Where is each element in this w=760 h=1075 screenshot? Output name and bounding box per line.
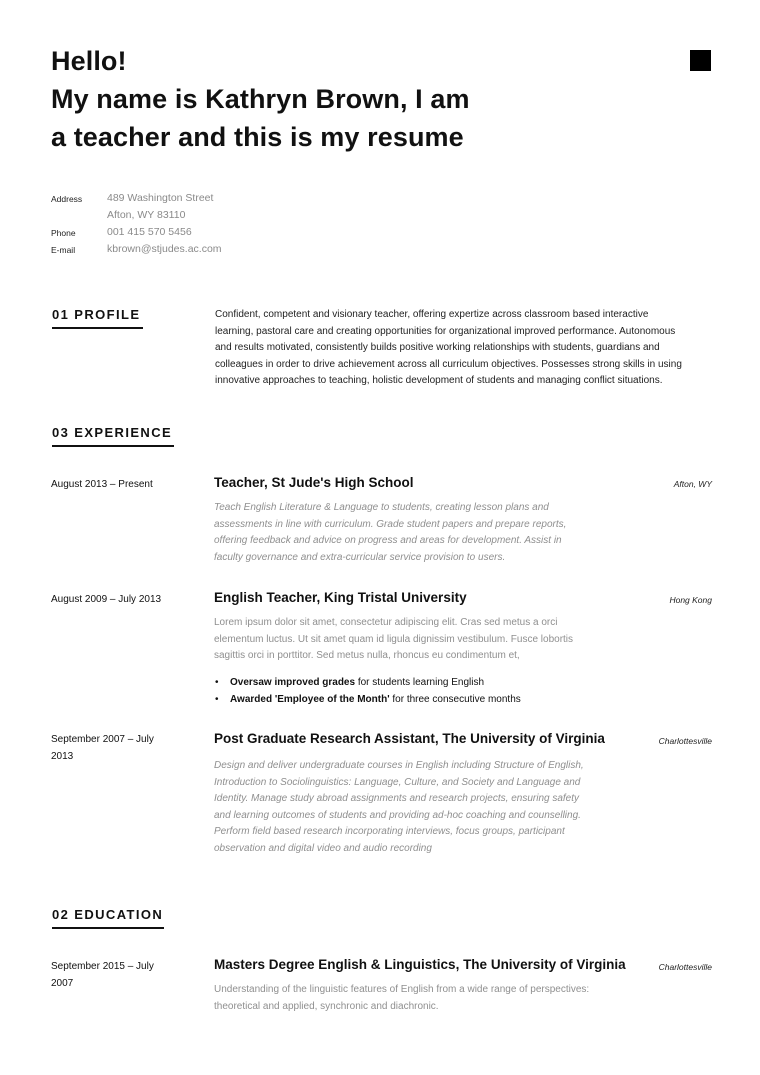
job-location: Afton, WY xyxy=(673,479,712,489)
email-value: kbrown@stjudes.ac.com xyxy=(107,243,222,255)
title-line-3: a teacher and this is my resume xyxy=(51,122,464,152)
job-title: English Teacher, King Tristal University xyxy=(214,590,467,605)
job-achievements xyxy=(214,674,521,708)
phone-label: Phone xyxy=(51,228,76,238)
bullet-item xyxy=(214,674,521,691)
job-date-line: September 2007 – July xyxy=(51,734,154,745)
job-date xyxy=(51,731,154,765)
job-date: August 2013 – Present xyxy=(51,479,153,490)
education-title: Masters Degree English & Linguistics, The University of Virginia xyxy=(214,957,626,972)
education-description xyxy=(214,982,589,1015)
profile-line: innovative approaches to teaching, holistic development of students and managing conflict situations. xyxy=(215,375,663,387)
job-description-line: offering feedback and advice on progress and areas for development. Assist in xyxy=(214,535,562,546)
section-title-education: 02 EDUCATION xyxy=(52,907,164,922)
job-description-line: sagittis orci in porttitor. Sed metus nulla, rhoncus eu condimentum et, xyxy=(214,650,520,661)
job-description-line: Introduction to Sociolinguistics: Language, Culture, and Society and Language and xyxy=(214,776,581,788)
job-description xyxy=(214,500,566,566)
bullet-bold: Awarded 'Employee of the Month' xyxy=(230,694,390,705)
address-line-1: 489 Washington Street xyxy=(107,192,214,204)
job-description xyxy=(214,758,584,857)
bullet-text: for three consecutive months xyxy=(389,694,521,705)
education-description-line: Understanding of the linguistic features of English from a wide range of perspectives: xyxy=(214,984,590,995)
address-line-2: Afton, WY 83110 xyxy=(107,209,186,221)
profile-line: learning, pastoral care and creating opportunities for organizational improved performance. Autonomous xyxy=(215,325,676,337)
job-title: Teacher, St Jude's High School xyxy=(214,475,414,490)
section-rule-experience xyxy=(52,445,174,447)
job-title: Post Graduate Research Assistant, The University of Virginia xyxy=(214,731,605,746)
job-description-line: elementum luctus. Ut sit amet quam id ligula dignissim vestibulum. Fusce lobortis xyxy=(214,633,574,645)
job-description-line: Design and deliver undergraduate courses in English including Structure of English, xyxy=(214,760,584,771)
section-rule-profile xyxy=(52,327,143,329)
bullet-bold: Oversaw improved grades xyxy=(230,677,356,688)
job-date: August 2009 – July 2013 xyxy=(51,594,162,605)
education-date-line: 2007 xyxy=(51,978,74,989)
section-title-profile: 01 PROFILE xyxy=(52,307,141,322)
education-location: Charlottesville xyxy=(658,962,712,972)
title-line-2: My name is Kathryn Brown, I am xyxy=(51,84,470,114)
phone-value: 001 415 570 5456 xyxy=(107,226,192,238)
job-description-line: and learning outcomes of students and providing ad-hoc coaching and counselling. xyxy=(214,809,581,821)
job-description xyxy=(214,615,573,665)
job-description-line: Identity. Manage study abroad assignments and research projects, ensuring safety xyxy=(214,793,580,804)
bullet-item xyxy=(214,691,521,708)
job-location: Charlottesville xyxy=(658,736,712,746)
job-date-line: 2013 xyxy=(51,751,74,762)
job-description-line: assessments in line with curriculum. Grade student papers and prepare reports, xyxy=(214,518,567,530)
education-description-line: theoretical and applied, synchronic and diachronic. xyxy=(214,1000,439,1012)
profile-line: Confident, competent and visionary teacher, offering expertize across classroom based interactive xyxy=(215,309,649,320)
address-label: Address xyxy=(51,194,83,204)
job-location: Hong Kong xyxy=(669,595,712,605)
job-description-line: observation and digital video and audio recording xyxy=(214,842,432,854)
section-rule-education xyxy=(52,927,164,929)
job-description-line: Perform field based research incorporating interviews, focus groups, participant xyxy=(214,826,565,837)
email-label: E-mail xyxy=(51,245,76,255)
bullet-text: for students learning English xyxy=(355,677,485,688)
profile-text xyxy=(215,307,715,390)
section-title-experience: 03 EXPERIENCE xyxy=(52,425,173,440)
profile-line: and results motivated, consistently builds positive working relationships with students, guardians and xyxy=(215,342,660,354)
profile-line: colleagues in order to drive achievement across all curriculum objectives. Possesses strong skills in using xyxy=(215,358,682,370)
job-description-line: Teach English Literature & Language to students, creating lesson plans and xyxy=(214,502,549,513)
education-date xyxy=(51,958,154,992)
black-square-mark xyxy=(690,50,711,71)
title-line-1: Hello! xyxy=(51,46,127,76)
page-title xyxy=(51,42,470,156)
education-date-line: September 2015 – July xyxy=(51,961,154,972)
job-description-line: Lorem ipsum dolor sit amet, consectetur adipiscing elit. Cras sed metus a orci xyxy=(214,617,558,628)
job-description-line: faculty governance and extra-curricular service provision to users. xyxy=(214,551,506,563)
